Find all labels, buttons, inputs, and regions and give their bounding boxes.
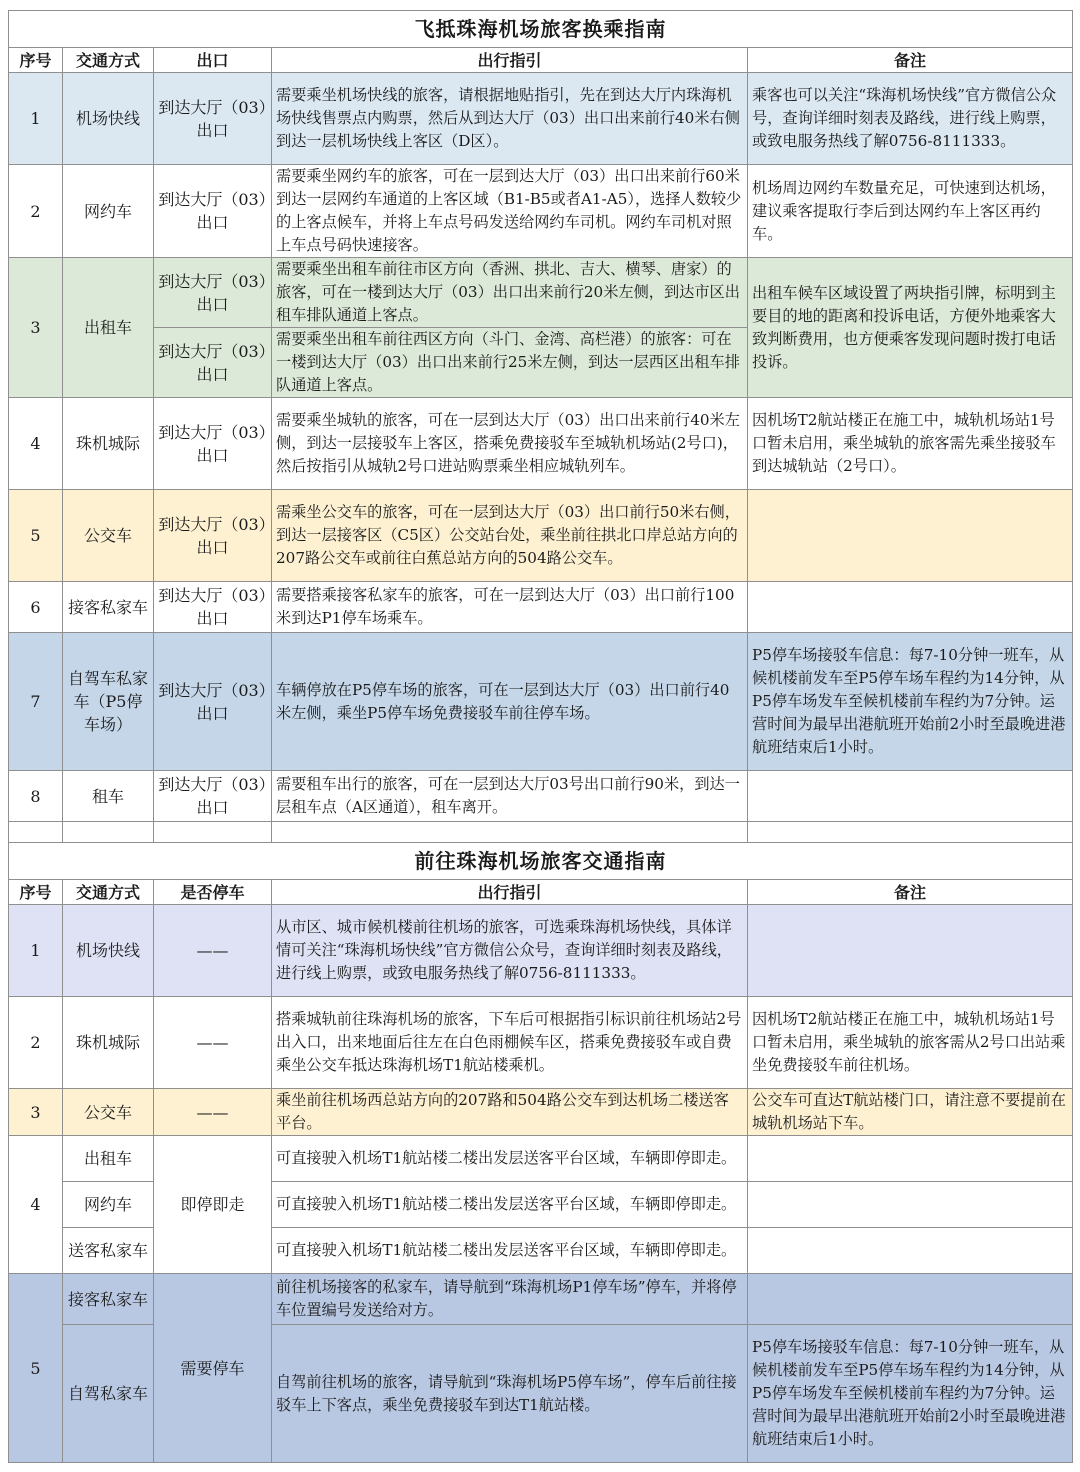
row-no: 4 <box>9 398 63 490</box>
departure-header-row <box>9 880 1073 905</box>
row-guide: 可直接驶入机场T1航站楼二楼出发层送客平台区域，车辆即停即走。 <box>272 1228 748 1274</box>
arrival-title-row <box>9 11 1073 48</box>
arrival-header-row <box>9 48 1073 73</box>
row-mode: 出租车 <box>63 1136 154 1182</box>
arrival-row-1 <box>9 73 1073 165</box>
row-guide: 需要租车出行的旅客，可在一层到达大厅03号出口前行90米，到达一层租车点（A区通道），租车离开。 <box>272 771 748 822</box>
row-no: 2 <box>9 165 63 258</box>
row-guide: 需乘坐公交车的旅客，可在一层到达大厅（03）出口前行50米右侧，到达一层接客区（C5区）公交站台处，乘坐前往拱北口岸总站方向的207路公交车或前往白蕉总站方向的504路公交车。 <box>272 490 748 582</box>
row-note: 乘客也可以关注“珠海机场快线”官方微信公众号，查询详细时刻表及路线，进行线上购票，或致电服务热线了解0756-8111333。 <box>748 73 1073 165</box>
row-exit: 到达大厅（03）出口 <box>154 73 272 165</box>
arrival-row-5 <box>9 490 1073 582</box>
row-park: —— <box>154 905 272 997</box>
row-note <box>748 490 1073 582</box>
row-exit: 到达大厅（03）出口 <box>154 490 272 582</box>
row-no: 6 <box>9 582 63 633</box>
row-guide: 需要乘坐出租车前往市区方向（香洲、拱北、吉大、横琴、唐家）的旅客，可在一楼到达大厅（03）出口出来前行20米左侧，到达市区出租车排队通道上客点。 <box>272 258 748 328</box>
row-mode: 租车 <box>63 771 154 822</box>
guide-table <box>8 10 1073 1463</box>
row-mode: 网约车 <box>63 1182 154 1228</box>
row-mode: 接客私家车 <box>63 1274 154 1325</box>
departure-header-note: 备注 <box>748 880 1073 905</box>
row-guide: 需要乘坐网约车的旅客，可在一层到达大厅（03）出口出来前行60米到达一层网约车通道的上客区域（B1-B5或者A1-A5），选择人数较少的上客点候车，并将上车点号码发送给网约车司机。网约车司机对照上车点号码快速接客。 <box>272 165 748 258</box>
row-mode: 机场快线 <box>63 905 154 997</box>
section-gap <box>9 822 1073 843</box>
transit-guide-sheet <box>8 10 1072 1463</box>
row-note <box>748 1182 1073 1228</box>
row-note <box>748 1228 1073 1274</box>
arrival-row-3a <box>9 258 1073 328</box>
arrival-title: 飞抵珠海机场旅客换乘指南 <box>9 11 1073 48</box>
row-no: 2 <box>9 997 63 1089</box>
departure-row-1 <box>9 905 1073 997</box>
row-note <box>748 582 1073 633</box>
row-park: —— <box>154 997 272 1089</box>
row-guide: 前往机场接客的私家车，请导航到“珠海机场P1停车场”停车，并将停车位置编号发送给对方。 <box>272 1274 748 1325</box>
row-no: 7 <box>9 633 63 771</box>
row-park: 即停即走 <box>154 1136 272 1274</box>
row-exit: 到达大厅（03）出口 <box>154 771 272 822</box>
departure-title: 前往珠海机场旅客交通指南 <box>9 843 1073 880</box>
row-note <box>748 1274 1073 1325</box>
arrival-header-guide: 出行指引 <box>272 48 748 73</box>
departure-row-2 <box>9 997 1073 1089</box>
row-park: 需要停车 <box>154 1274 272 1463</box>
row-guide: 从市区、城市候机楼前往机场的旅客，可选乘珠海机场快线，具体详情可关注“珠海机场快线”官方微信公众号，查询详细时刻表及路线，进行线上购票，或致电服务热线了解0756-8111333。 <box>272 905 748 997</box>
row-exit: 到达大厅（03）出口 <box>154 633 272 771</box>
row-no: 5 <box>9 1274 63 1463</box>
row-mode: 网约车 <box>63 165 154 258</box>
row-note: P5停车场接驳车信息：每7-10分钟一班车，从候机楼前发车至P5停车场车程约为14分钟，从P5停车场发车至候机楼前车程约为7分钟。运营时间为最早出港航班开始前2小时至最晚进港航班结束后1小时。 <box>748 1325 1073 1463</box>
row-guide: 乘坐前往机场西总站方向的207路和504路公交车到达机场二楼送客平台。 <box>272 1089 748 1136</box>
row-guide: 车辆停放在P5停车场的旅客，可在一层到达大厅（03）出口前行40米左侧，乘坐P5停车场免费接驳车前往停车场。 <box>272 633 748 771</box>
row-exit: 到达大厅（03）出口 <box>154 398 272 490</box>
departure-row-3 <box>9 1089 1073 1136</box>
row-exit: 到达大厅（03）出口 <box>154 165 272 258</box>
row-mode: 接客私家车 <box>63 582 154 633</box>
row-guide: 需要乘坐出租车前往西区方向（斗门、金湾、高栏港）的旅客：可在一楼到达大厅（03）出口出来前行25米左侧，到达一层西区出租车排队通道上客点。 <box>272 328 748 398</box>
row-mode: 公交车 <box>63 490 154 582</box>
arrival-header-no: 序号 <box>9 48 63 73</box>
arrival-row-8 <box>9 771 1073 822</box>
row-no: 1 <box>9 905 63 997</box>
row-note: 公交车可直达T航站楼门口，请注意不要提前在城轨机场站下车。 <box>748 1089 1073 1136</box>
row-exit: 到达大厅（03）出口 <box>154 328 272 398</box>
row-mode: 珠机城际 <box>63 398 154 490</box>
arrival-row-7 <box>9 633 1073 771</box>
row-mode: 出租车 <box>63 258 154 398</box>
row-guide: 可直接驶入机场T1航站楼二楼出发层送客平台区域，车辆即停即走。 <box>272 1136 748 1182</box>
row-note <box>748 1136 1073 1182</box>
row-mode: 公交车 <box>63 1089 154 1136</box>
row-exit: 到达大厅（03）出口 <box>154 258 272 328</box>
row-no: 8 <box>9 771 63 822</box>
row-guide: 自驾前往机场的旅客，请导航到“珠海机场P5停车场”，停车后前往接驳车上下客点，乘坐免费接驳车到达T1航站楼。 <box>272 1325 748 1463</box>
departure-header-guide: 出行指引 <box>272 880 748 905</box>
row-note <box>748 905 1073 997</box>
row-guide: 可直接驶入机场T1航站楼二楼出发层送客平台区域，车辆即停即走。 <box>272 1182 748 1228</box>
row-guide: 需要搭乘接客私家车的旅客，可在一层到达大厅（03）出口前行100米到达P1停车场乘车。 <box>272 582 748 633</box>
row-exit: 到达大厅（03）出口 <box>154 582 272 633</box>
departure-header-mode: 交通方式 <box>63 880 154 905</box>
arrival-header-mode: 交通方式 <box>63 48 154 73</box>
arrival-row-6 <box>9 582 1073 633</box>
departure-header-no: 序号 <box>9 880 63 905</box>
departure-row-4a <box>9 1136 1073 1182</box>
row-mode: 送客私家车 <box>63 1228 154 1274</box>
departure-title-row <box>9 843 1073 880</box>
row-mode: 机场快线 <box>63 73 154 165</box>
row-guide: 搭乘城轨前往珠海机场的旅客，下车后可根据指引标识前往机场站2号出入口，出来地面后往左在白色雨棚候车区，搭乘免费接驳车或自费乘坐公交车抵达珠海机场T1航站楼乘机。 <box>272 997 748 1089</box>
row-note: 因机场T2航站楼正在施工中，城轨机场站1号口暂未启用，乘坐城轨的旅客需从2号口出站乘坐免费接驳车前往机场。 <box>748 997 1073 1089</box>
row-note: 因机场T2航站楼正在施工中，城轨机场站1号口暂未启用，乘坐城轨的旅客需先乘坐接驳车到达城轨站（2号口）。 <box>748 398 1073 490</box>
row-no: 3 <box>9 1089 63 1136</box>
row-no: 1 <box>9 73 63 165</box>
row-no: 5 <box>9 490 63 582</box>
row-note: 机场周边网约车数量充足，可快速到达机场，建议乘客提取行李后到达网约车上客区再约车。 <box>748 165 1073 258</box>
departure-row-5a <box>9 1274 1073 1325</box>
row-no: 4 <box>9 1136 63 1274</box>
arrival-header-exit: 出口 <box>154 48 272 73</box>
row-no: 3 <box>9 258 63 398</box>
row-park: —— <box>154 1089 272 1136</box>
row-note <box>748 771 1073 822</box>
departure-header-park: 是否停车 <box>154 880 272 905</box>
row-guide: 需要乘坐城轨的旅客，可在一层到达大厅（03）出口出来前行40米左侧，到达一层接驳车上客区，搭乘免费接驳车至城轨机场站(2号口)，然后按指引从城轨2号口进站购票乘坐相应城轨列车。 <box>272 398 748 490</box>
arrival-row-4 <box>9 398 1073 490</box>
row-note: P5停车场接驳车信息：每7-10分钟一班车，从候机楼前发车至P5停车场车程约为14分钟，从P5停车场发车至候机楼前车程约为7分钟。运营时间为最早出港航班开始前2小时至最晚进港航班结束后1小时。 <box>748 633 1073 771</box>
row-mode: 珠机城际 <box>63 997 154 1089</box>
row-mode: 自驾私家车 <box>63 1325 154 1463</box>
arrival-row-2 <box>9 165 1073 258</box>
arrival-header-note: 备注 <box>748 48 1073 73</box>
row-mode: 自驾车私家车（P5停车场） <box>63 633 154 771</box>
row-guide: 需要乘坐机场快线的旅客，请根据地贴指引，先在到达大厅内珠海机场快线售票点内购票，然后从到达大厅（03）出口出来前行40米右侧到达一层机场快线上客区（D区）。 <box>272 73 748 165</box>
row-note: 出租车候车区域设置了两块指引牌，标明到主要目的地的距离和投诉电话，方便外地乘客大致判断费用，也方便乘客发现问题时拨打电话投诉。 <box>748 258 1073 398</box>
